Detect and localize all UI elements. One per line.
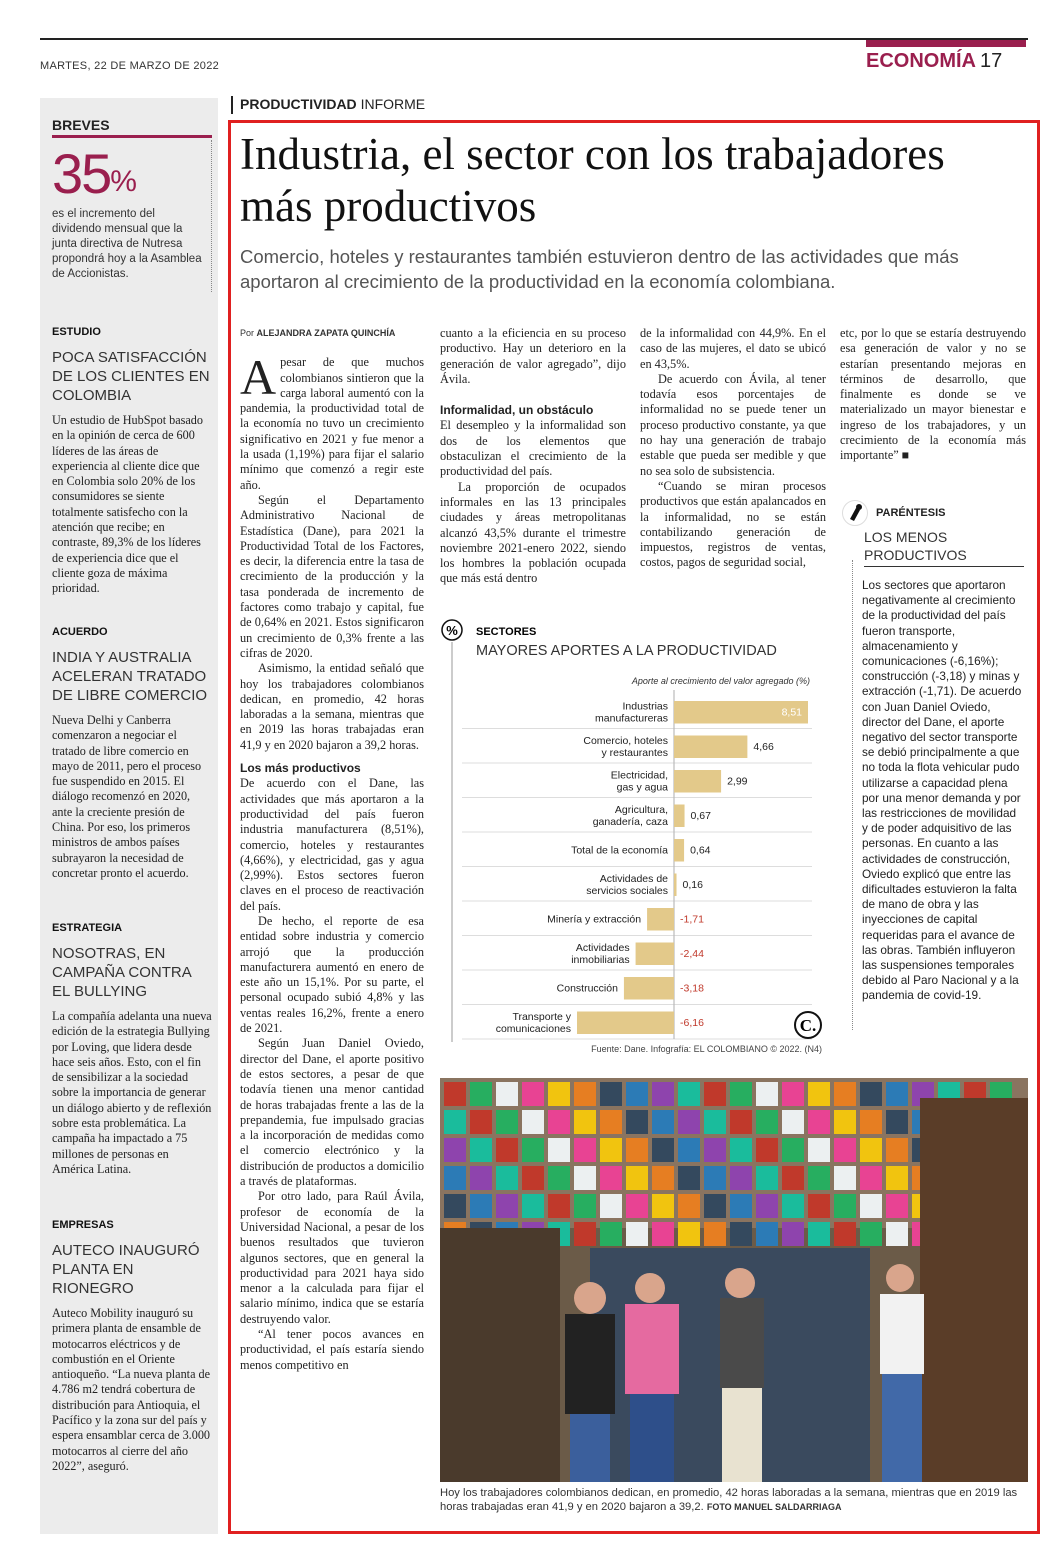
paragraph: cuanto a la eficiencia en su proceso productivo. Hay un deterioro en la generación de valor agregado”, dijo Ávila. <box>440 326 626 386</box>
brief-title: INDIA Y AUSTRALIA ACELERAN TRATADO DE LIBRE COMERCIO <box>52 649 208 704</box>
photo-shirt <box>444 1194 466 1218</box>
photo-shirt <box>834 1194 856 1218</box>
chart-bar <box>674 839 684 862</box>
chart-percent-icon <box>442 620 462 640</box>
chart-value-label: 0,64 <box>690 844 711 857</box>
chart-value-label: -1,71 <box>680 913 704 926</box>
column-3 <box>640 326 826 571</box>
chart-bar <box>674 736 747 759</box>
paragraph: Según Juan Daniel Oviedo, director del Dane, el aporte positivo de estos sectores, a pesar de que todavía tienen una menor cantidad de horas trabajadas frente a las de la prepandemia, fue impulsado gracias a la incorporación de medidas como el comercio electrónico y la distribución de productos a domicilio a través de plataformas. <box>240 1036 424 1189</box>
byline-por: Por <box>240 328 255 338</box>
chart-bars <box>462 690 812 1039</box>
parentesis-rule <box>864 566 1024 567</box>
brief-body: Auteco Mobility inauguró su primera planta de ensamble de motocarros eléctricos y de combustión en el Oriente antioqueño. “La nueva planta de 4.786 m2 tendrá cobertura de distribución para Antioquia, el Pacífico y la zona sur del país y espera ensamblar cerca de 3.000 motocarros al cierre del año 2022”, aseguró. <box>52 1306 211 1473</box>
chart-bar <box>674 805 685 828</box>
photo-shirt <box>652 1166 674 1190</box>
photo-shirt <box>886 1110 908 1134</box>
photo-shirt <box>704 1138 726 1162</box>
byline <box>240 326 424 341</box>
photo-shirt <box>782 1166 804 1190</box>
paragraph: “Al tener pocos avances en productividad, el país estaría siendo menos competitivo en <box>240 1327 424 1372</box>
dropcap: A <box>240 349 277 406</box>
paragraph: Asimismo, la entidad señaló que hoy los trabajadores colombianos dedican, en promedio, 42 horas laboradas a la semana, mientras que en 2019 las horas trabajadas eran 41,9 y en 2020 bajaron a 39,2 horas. <box>240 661 424 752</box>
brief-tag: ESTRATEGIA <box>52 922 123 934</box>
photo-shirt <box>574 1222 596 1246</box>
page-number: 17 <box>980 50 1003 72</box>
photo-shirt <box>626 1110 648 1134</box>
parentesis-heading: PARÉNTESIS <box>876 507 946 519</box>
photo-shirt <box>678 1222 700 1246</box>
photo-shirt <box>756 1110 778 1134</box>
photo-shirt <box>886 1194 908 1218</box>
photo-shirt <box>860 1082 882 1106</box>
chart-bar <box>624 977 674 1000</box>
photo-shirt <box>756 1222 778 1246</box>
dotted-divider <box>211 140 212 292</box>
chart-bar <box>577 1012 674 1035</box>
photo-shirt <box>600 1082 622 1106</box>
photo-shirt <box>496 1194 518 1218</box>
big-stat-number: 35 <box>52 142 111 205</box>
colombiano-logo <box>795 1012 821 1038</box>
photo-shirt <box>782 1110 804 1134</box>
brief-estudio <box>52 326 212 597</box>
svg-text:C.: C. <box>799 1016 817 1035</box>
photo-shirt <box>470 1138 492 1162</box>
chart-category-label: Agricultura, ganadería, caza <box>592 803 668 828</box>
photo-shirt <box>574 1082 596 1106</box>
photo-shirt <box>704 1082 726 1106</box>
photo-shirt <box>678 1166 700 1190</box>
column-2 <box>440 326 626 587</box>
photo-shirt <box>860 1110 882 1134</box>
photo-shirt <box>600 1110 622 1134</box>
photo-shirt <box>496 1166 518 1190</box>
brief-body: La compañía adelanta una nueva edición de la estrategia Bullying por Loving, que lidera desde hace seis años. Esto, con el fin de sensibilizar a la sociedad sobre la importancia de generar un diálogo abierto y de reflexión sobre esta problemática. La campaña ha impactado a 75 millones de personas en América Latina. <box>52 1009 212 1176</box>
subheading: Informalidad, un obstáculo <box>440 403 594 418</box>
caption-text: Hoy los trabajadores colombianos dedican, en promedio, 42 horas laboradas a la semana, mientras que en 2019 las horas trabajadas eran 41,9 y en 2020 bajaron a 39,2. <box>440 1487 1018 1513</box>
photo-credit: FOTO MANUEL SALDARRIAGA <box>706 1502 842 1512</box>
big-stat-suffix: % <box>110 165 135 198</box>
photo-shirt <box>886 1082 908 1106</box>
photo-shirt <box>860 1166 882 1190</box>
photo-shirt <box>600 1138 622 1162</box>
brief-acuerdo <box>52 626 212 881</box>
subheading: Los más productivos <box>240 761 361 776</box>
photo-shirt <box>756 1138 778 1162</box>
photo-shirt <box>444 1166 466 1190</box>
photo-shirt <box>600 1194 622 1218</box>
photo-shirt <box>678 1082 700 1106</box>
chart-value-label: -3,18 <box>680 982 704 995</box>
photo-shirt <box>574 1194 596 1218</box>
photo-shirt <box>574 1110 596 1134</box>
photo-shirt <box>782 1138 804 1162</box>
paragraph: etc, por lo que se estaría destruyendo esa generación de valor y no se estarían presentando mejoras en términos de desarrollo, que finalmente es donde se ve materializado un mayor bienestar e ingreso de los trabajadores, y un crecimiento de la economía más importante” ■ <box>840 326 1026 463</box>
kicker-rest: INFORME <box>360 96 426 112</box>
photo-shirt <box>626 1138 648 1162</box>
chart-bar <box>647 908 674 931</box>
photo-shirt <box>730 1222 752 1246</box>
column-4 <box>840 326 1026 464</box>
photo-shirt <box>444 1138 466 1162</box>
photo-shirt <box>496 1082 518 1106</box>
photo-shirt <box>704 1194 726 1218</box>
parentesis-body: Los sectores que aportaron negativamente al crecimiento de la productividad del país fueron transporte, almacenamiento y comunicaciones (-6,16%); construcción (-3,18) y minas y extracción (-1,71). De acuerdo con Juan Daniel Oviedo, director del Dane, el aporte negativo del sector transporte se debió principalmente a que no toda la flota vehicular pudo utilizarse a capacidad plena por una menor demanda y por las restricciones de movilidad y de poder adquisitivo de las personas. En cuanto a las actividades de construcción, Oviedo explicó que entre las dificultades estuvieron la falta de mano de obra y las inyecciones de capital requeridas para el avance de las obras. También influyeron las suspensiones temporales debido al Paro Nacional y a la pandemia de covid-19. <box>862 578 1022 1003</box>
photo-shirt <box>860 1138 882 1162</box>
photo-shirt <box>782 1082 804 1106</box>
photo-shirt <box>574 1166 596 1190</box>
brief-tag: EMPRESAS <box>52 1219 114 1231</box>
photo-shirt <box>522 1194 544 1218</box>
kicker-bar <box>231 96 233 114</box>
photo-shirt <box>652 1138 674 1162</box>
photo-shirt <box>808 1222 830 1246</box>
chart-category-label: Actividades inmobiliarias <box>571 941 630 966</box>
breves-heading: BREVES <box>52 117 110 133</box>
chart-bar <box>674 770 721 793</box>
photo-shirt <box>522 1082 544 1106</box>
photo-shirt <box>496 1110 518 1134</box>
headline: Industria, el sector con los trabajadores más productivos <box>240 129 945 231</box>
paragraph: de la informalidad con 44,9%. En el caso de las mujeres, el dato se ubicó en 43,5%. <box>640 326 826 371</box>
brief-body: Un estudio de HubSpot basado en la opinión de cerca de 600 líderes de las áreas de experiencia al cliente dice que en Colombia solo 20% de los consumidores se siente totalmente satisfecho con la atención que recibe; en contraste, 89,3% de los líderes de experiencia dice que el cliente goza de máxima prioridad. <box>52 413 203 596</box>
chart-value-label: 8,51 <box>781 706 802 719</box>
photo-shirt <box>548 1138 570 1162</box>
photo-shirt <box>470 1110 492 1134</box>
photo-shirt <box>496 1138 518 1162</box>
chart-value-label: 2,99 <box>727 775 748 788</box>
chart-kicker: SECTORES <box>476 626 537 638</box>
brief-tag: ESTUDIO <box>52 326 101 338</box>
photo-shirt <box>652 1082 674 1106</box>
paragraph: “Cuando se miran procesos productivos que están apalancados en la informalidad, no se están contabilizando generación de impuestos, registros de ventas, costos, pagos de seguridad social, <box>640 478 826 570</box>
photo-shirt <box>470 1082 492 1106</box>
photo-shirt <box>652 1110 674 1134</box>
chart-category-label: Construcción <box>556 982 618 995</box>
edition-date: MARTES, 22 DE MARZO DE 2022 <box>40 60 220 72</box>
photo-shirt <box>704 1110 726 1134</box>
breves-rule <box>52 135 212 138</box>
photo-shirt <box>834 1110 856 1134</box>
paragraph: De hecho, el reporte de esa entidad sobre industria y comercio arrojó que la producción manufacturera aumentó en enero de este año un 15,1%. Por su parte, el personal ocupado subió 4,8% y las ventas reales 16,2%, frente a enero de 2021. <box>240 913 424 1036</box>
photo-shirt <box>808 1082 830 1106</box>
brief-body: Nueva Delhi y Canberra comenzaron a negociar el tratado de libre comercio en mayo de 2011, pero el proceso fue suspendido en 2015. El diálogo recomenzó en 2020, ante la creciente presión de China. Por eso, los primeros ministros de ambos países subrayaron la necesidad de concretar pronto el acuerdo. <box>52 713 202 880</box>
photo-illustration <box>440 1078 1028 1482</box>
chart-value-label: -2,44 <box>680 947 704 960</box>
photo-shirt <box>730 1082 752 1106</box>
section-title <box>866 50 1002 73</box>
parentesis-icon <box>842 500 868 526</box>
parentesis-title: LOS MENOS PRODUCTIVOS <box>864 529 967 563</box>
chart-category-label: Minería y extracción <box>547 913 642 926</box>
photo-shirt <box>626 1222 648 1246</box>
photo-shirt <box>574 1138 596 1162</box>
brief-title: POCA SATISFACCIÓN DE LOS CLIENTES EN COLOMBIA <box>52 349 210 404</box>
big-stat <box>52 142 135 206</box>
chart-value-label: 0,16 <box>682 878 703 891</box>
chart-category-label: Industrias manufactureras <box>595 700 668 725</box>
photo-shirt <box>652 1194 674 1218</box>
chart-category-label: Actividades de servicios sociales <box>586 872 668 897</box>
chart-bar <box>636 943 674 966</box>
chart-source: Fuente: Dane. Infografía: EL COLOMBIANO © 2022. (N4) <box>591 1044 822 1054</box>
photo-shirt <box>548 1082 570 1106</box>
brief-tag: ACUERDO <box>52 626 108 638</box>
photo-shirt <box>808 1110 830 1134</box>
photo-shirt <box>678 1138 700 1162</box>
photo-shirt <box>808 1138 830 1162</box>
photo-shirt <box>782 1194 804 1218</box>
chart-svg <box>440 618 830 1058</box>
brief-title: AUTECO INAUGURÓ PLANTA EN RIONEGRO <box>52 1242 200 1297</box>
photo-shirt <box>782 1222 804 1246</box>
photo-shirt <box>808 1166 830 1190</box>
photo-shirt <box>756 1082 778 1106</box>
column-1 <box>240 326 424 1373</box>
svg-text:%: % <box>446 623 458 638</box>
section-name: ECONOMÍA <box>866 50 976 72</box>
photo-shirt <box>470 1194 492 1218</box>
sectores-chart <box>440 618 830 1058</box>
photo-shirt <box>626 1082 648 1106</box>
photo-shirt <box>834 1138 856 1162</box>
chart-category-label: Total de la economía <box>571 844 668 857</box>
photo-caption <box>440 1486 1028 1514</box>
dek: Comercio, hoteles y restaurantes también estuvieron dentro de las actividades que más aportaron al crecimiento de la productividad en la economía colombiana. <box>240 246 959 292</box>
kicker-bold: PRODUCTIVIDAD <box>240 96 357 112</box>
paragraph: El desempleo y la informalidad son dos de los elementos que obstaculizan el crecimiento de la productividad del país. <box>440 418 626 479</box>
photo-shirt <box>834 1222 856 1246</box>
chart-category-label: Transporte y comunicaciones <box>495 1010 572 1035</box>
paragraph <box>240 349 424 493</box>
chart-value-label: 4,66 <box>753 740 774 753</box>
paragraph: Por otro lado, para Raúl Ávila, profesor de economía de la Universidad Nacional, a pesar de los buenos resultados que tuvieron algunos sectores, que en general la productividad para 2021 haya sido menor a la calculada para fijar el salario mínimo, indica que se estaría destruyendo valor. <box>240 1189 424 1326</box>
photo-shirt <box>704 1166 726 1190</box>
chart-value-label: 0,67 <box>690 809 711 822</box>
photo-shirt <box>678 1194 700 1218</box>
photo-shirt <box>730 1166 752 1190</box>
section-bar <box>866 40 1026 47</box>
photo-shirt <box>548 1110 570 1134</box>
market-photo <box>440 1078 1028 1482</box>
big-stat-text: es el incremento del dividendo mensual que la junta directiva de Nutresa propondrá hoy a la Asamblea de Accionistas. <box>52 208 202 280</box>
photo-shirt <box>808 1194 830 1218</box>
photo-shirt <box>730 1194 752 1218</box>
photo-shirt <box>548 1166 570 1190</box>
paragraph: De acuerdo con el Dane, las actividades que más aportaron a la productividad del país fueron industria manufacturera (8,51%), comercio, hoteles y restaurantes (4,66%), y electricidad, gas y agua (2,99%). Estos sectores fueron claves en el proceso de reactivación del país. <box>240 776 424 913</box>
photo-shirt <box>730 1138 752 1162</box>
photo-shirt <box>652 1222 674 1246</box>
paragraph: De acuerdo con Ávila, al tener todavía esos porcentajes de informalidad no se puede tener un proceso productivo constante, ya que no hay una generación de trabajo estable que pueda ser medible y que no sea solo de subsistencia. <box>640 371 826 478</box>
photo-shirt <box>444 1082 466 1106</box>
parentesis-divider <box>852 560 853 1030</box>
photo-shirt <box>678 1110 700 1134</box>
photo-shirt <box>756 1166 778 1190</box>
photo-shirt <box>470 1166 492 1190</box>
photo-shirt <box>860 1194 882 1218</box>
paragraph-text: pesar de que muchos colombianos sintieron que la carga laboral aumentó con la pandemia, la productividad total de la economía no tuvo un crecimiento significativo en 2021 y fue menor a la usada (1,19%) para fijar el salario mínimo que comenzó a regir este año. <box>240 355 424 492</box>
photo-shirt <box>548 1194 570 1218</box>
byline-name: ALEJANDRA ZAPATA QUINCHÍA <box>256 328 396 338</box>
chart-subtitle: Aporte al crecimiento del valor agregado (%) <box>631 676 810 686</box>
photo-shirt <box>860 1222 882 1246</box>
photo-shirt <box>522 1166 544 1190</box>
photo-shirt <box>626 1194 648 1218</box>
photo-shirt <box>886 1138 908 1162</box>
paragraph: La proporción de ocupados informales en las 13 principales ciudades y áreas metropolitanas alcanzó 43,5% durante el trimestre noviembre 2021-enero 2022, siendo los hombres la población ocupada que más está dentro <box>440 479 626 586</box>
brief-empresas <box>52 1219 212 1474</box>
photo-shirt <box>600 1222 622 1246</box>
photo-shirt <box>886 1222 908 1246</box>
photo-shirt <box>522 1110 544 1134</box>
brief-estrategia <box>52 922 212 1177</box>
photo-shirt <box>886 1166 908 1190</box>
photo-shirt <box>756 1194 778 1218</box>
photo-shirt <box>600 1166 622 1190</box>
chart-title: MAYORES APORTES A LA PRODUCTIVIDAD <box>476 643 777 659</box>
article-kicker <box>240 96 425 112</box>
photo-shirt <box>704 1222 726 1246</box>
photo-shirt <box>444 1110 466 1134</box>
chart-category-label: Electricidad, gas y agua <box>610 769 668 794</box>
photo-shirt <box>834 1082 856 1106</box>
brief-title: NOSOTRAS, EN CAMPAÑA CONTRA EL BULLYING <box>52 945 191 1000</box>
photo-shirt <box>730 1110 752 1134</box>
photo-shirt <box>522 1138 544 1162</box>
chart-value-label: -6,16 <box>680 1016 704 1029</box>
chart-bar <box>674 874 677 897</box>
photo-shirt <box>626 1166 648 1190</box>
paragraph: Según el Departamento Administrativo Nacional de Estadística (Dane), para 2021 la Productividad Total de los Factores, es decir, la diferencia entre la tasa de crecimiento de la producción y la tasa ponderada de incremento de factores como trabajo y capital, fue de 0,64% en 2021. Estos significaron un crecimiento de 0,3% frente a las cifras de 2020. <box>240 492 424 660</box>
photo-shirt <box>834 1166 856 1190</box>
chart-category-label: Comercio, hoteles y restaurantes <box>583 734 668 759</box>
